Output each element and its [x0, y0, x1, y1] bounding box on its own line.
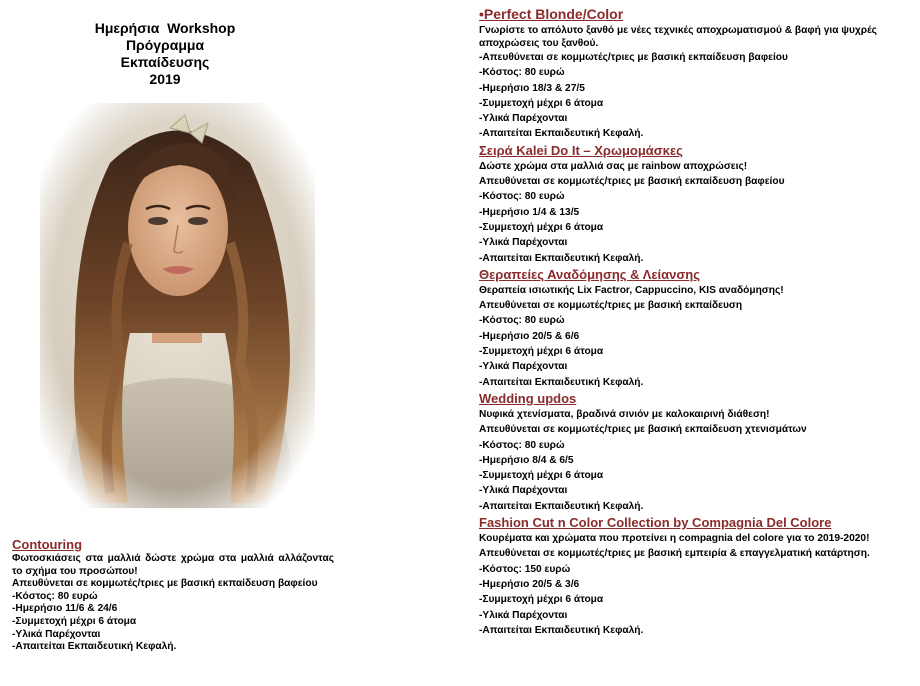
detail-line: -Ημερήσιο 11/6 & 24/6 [12, 603, 118, 615]
section-description: Δώστε χρώμα στα μαλλιά σας με rainbow αποχρώσεις! [479, 160, 748, 172]
detail-line: -Κόστος: 80 ευρώ [479, 315, 565, 327]
section-audience: Απευθύνεται σε κομμωτές/τριες με βασική εκπαίδευση χτενισμάτων [479, 424, 807, 436]
detail-line: -Ημερήσιο 1/4 & 13/5 [479, 206, 580, 218]
detail-line: -Υλικά Παρέχονται [479, 485, 568, 497]
detail-line: -Κόστος: 80 ευρώ [12, 590, 98, 602]
section-audience: Απευθύνεται σε κομμωτές/τριες με βασική εμπειρία & επαγγελματική κατάρτηση. [479, 548, 870, 560]
section-audience: Απευθύνεται σε κομμωτές/τριες με βασική εκπαίδευση βαφείου [12, 578, 318, 589]
page-title [60, 20, 270, 88]
section-audience: Απευθύνεται σε κομμωτές/τριες με βασική εκπαίδευση βαφείου [479, 176, 785, 188]
section-title: •Perfect Blonde/Color [479, 6, 624, 22]
detail-line: -Απαιτείται Εκπαιδευτική Κεφαλή. [479, 128, 644, 140]
detail-line: -Κόστος: 80 ευρώ [479, 439, 565, 451]
detail-line: -Συμμετοχή μέχρι 6 άτομα [479, 97, 604, 109]
detail-line: -Κόστος: 80 ευρώ [479, 191, 565, 203]
detail-line: -Απαιτείται Εκπαιδευτική Κεφαλή. [12, 641, 177, 653]
section-wedding-updos [479, 391, 909, 514]
detail-line: -Ημερήσιο 20/5 & 6/6 [479, 330, 580, 342]
section-audience: Απευθύνεται σε κομμωτές/τριες με βασική εκπαίδευση [479, 300, 743, 312]
title-line-2: Πρόγραμμα [125, 37, 205, 53]
detail-line: -Απαιτείται Εκπαιδευτική Κεφαλή. [479, 624, 644, 636]
detail-line: -Συμμετοχή μέχρι 6 άτομα [479, 594, 604, 606]
section-description: Κουρέματα και χρώματα που προτείνει η compagnia del colore για το 2019-2020! [479, 533, 870, 545]
section-audience: -Απευθύνεται σε κομμωτές/τριες με βασική εκπαίδευση βαφείου [479, 52, 788, 63]
detail-line: -Υλικά Παρέχονται [479, 113, 568, 125]
section-kalei-do-it [479, 143, 909, 266]
workshop-list [479, 4, 909, 639]
title-line-4: 2019 [149, 71, 181, 87]
section-title: Σειρά Kalei Do It – Χρωμομάσκες [479, 142, 683, 158]
detail-line: -Ημερήσιο 18/3 & 27/5 [479, 82, 585, 94]
detail-line: -Συμμετοχή μέχρι 6 άτομα [479, 346, 604, 358]
section-description: Θεραπεία ισιωτικής Lix Factror, Cappuccino, KIS αναδόμησης! [479, 284, 784, 296]
detail-line: -Υλικά Παρέχονται [479, 361, 568, 373]
title-line-3: Εκπαίδευσης [120, 54, 210, 70]
section-perfect-blonde [479, 4, 909, 142]
detail-line: -Απαιτείται Εκπαιδευτική Κεφαλή. [479, 252, 644, 264]
detail-line: -Συμμετοχή μέχρι 6 άτομα [12, 615, 137, 627]
section-title: Θεραπείες Αναδόμησης & Λείανσης [479, 266, 700, 282]
detail-line: -Υλικά Παρέχονται [479, 237, 568, 249]
detail-line: -Απαιτείται Εκπαιδευτική Κεφαλή. [479, 500, 644, 512]
detail-line: -Κόστος: 150 ευρώ [479, 563, 571, 575]
section-title: Wedding updos [479, 390, 577, 406]
portrait-photo [40, 103, 315, 508]
section-description: Φωτοσκιάσεις στα μαλλιά δώστε χρώμα στα μαλλιά αλλάζοντας το σχήμα του προσώπου! [12, 553, 334, 577]
section-fashion-cut [479, 515, 909, 638]
section-contouring [12, 537, 334, 654]
detail-line: -Κόστος: 80 ευρώ [479, 67, 565, 79]
detail-line: -Υλικά Παρέχονται [12, 628, 101, 640]
section-description: Γνωρίστε το απόλυτο ξανθό με νέες τεχνικές αποχρωματισμού & βαφή για ψυχρές αποχρώσεις του ξανθού. [479, 25, 877, 49]
detail-line: -Συμμετοχή μέχρι 6 άτομα [479, 221, 604, 233]
detail-line: -Συμμετοχή μέχρι 6 άτομα [479, 470, 604, 482]
section-therapies [479, 267, 909, 390]
section-title: Fashion Cut n Color Collection by Compagnia Del Colore [479, 515, 832, 531]
section-title: Contouring [12, 537, 83, 552]
title-line-1: Ημερήσια Workshop [94, 20, 236, 36]
detail-line: -Υλικά Παρέχονται [479, 609, 568, 621]
section-description: Νυφικά χτενίσματα, βραδινά σινιόν με καλοκαιρινή διάθεση! [479, 408, 770, 420]
detail-line: -Ημερήσιο 8/4 & 6/5 [479, 454, 574, 466]
detail-line: -Απαιτείται Εκπαιδευτική Κεφαλή. [479, 376, 644, 388]
detail-line: -Ημερήσιο 20/5 & 3/6 [479, 578, 580, 590]
